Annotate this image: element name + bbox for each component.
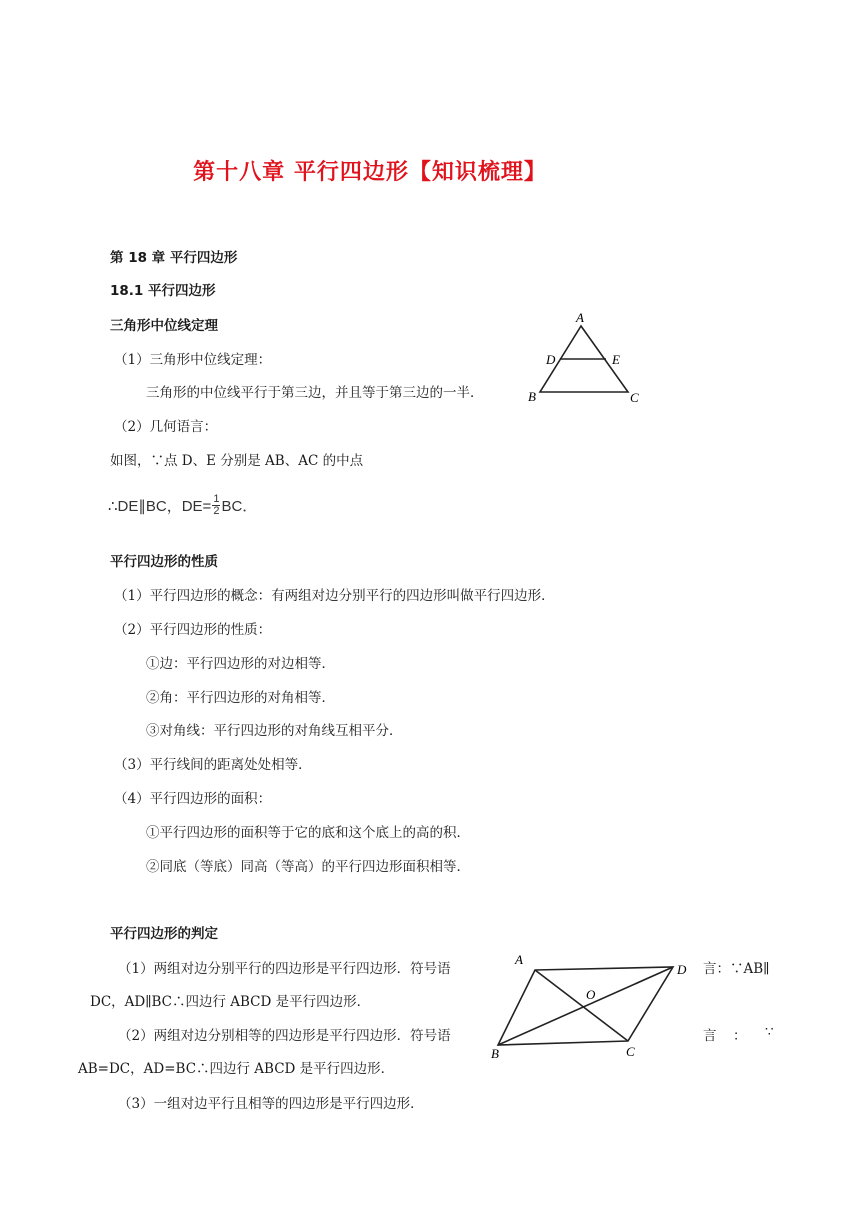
midline-formula (108, 494, 257, 517)
properties-heading: 平行四边形的性质 (110, 554, 218, 570)
chapter-heading: 第 18 章 平行四边形 (110, 250, 238, 266)
formula-left: ∴DE∥BC，DE= (108, 498, 212, 515)
criteria-heading: 平行四边形的判定 (110, 926, 218, 942)
page-title: 第十八章 平行四边形【知识梳理】 (193, 160, 547, 185)
label-c: C (630, 390, 639, 405)
criterion-2-right-c: ∵ (765, 1024, 774, 1040)
triangle-midline-figure (520, 308, 650, 408)
parallelogram-figure (485, 948, 695, 1068)
label-a: A (576, 310, 584, 325)
label-a: A (515, 952, 523, 967)
midline-item-1: （1）三角形中位线定理： (114, 352, 272, 368)
midline-item-2: （2）几何语言： (114, 419, 218, 435)
fraction-denominator: 2 (213, 505, 220, 517)
property-4a: ①平行四边形的面积等于它的底和这个底上的高的积． (146, 825, 470, 841)
property-2c: ③对角线：平行四边形的对角线互相平分． (146, 723, 403, 739)
formula-fraction (212, 494, 220, 517)
criterion-2-right-b: ： (733, 1028, 747, 1044)
label-d: D (546, 352, 556, 367)
property-2a: ①边：平行四边形的对边相等． (146, 656, 335, 672)
criterion-2-right-a: 言 (703, 1028, 717, 1044)
label-d: D (677, 962, 687, 977)
criterion-1-right: 言：∵AB∥ (703, 961, 770, 977)
criterion-2-left: （2）两组对边分别相等的四边形是平行四边形．符号语 (118, 1028, 451, 1044)
section-heading: 18.1 平行四边形 (110, 283, 216, 299)
midline-theorem-text: 三角形的中位线平行于第三边，并且等于第三边的一半． (146, 385, 484, 401)
property-2b: ②角：平行四边形的对角相等． (146, 690, 335, 706)
label-b: B (491, 1046, 499, 1061)
label-b: B (528, 389, 536, 404)
property-4b: ②同底（等底）同高（等高）的平行四边形面积相等． (146, 859, 470, 875)
formula-right: BC． (221, 498, 258, 515)
diagonal-ac (535, 970, 628, 1041)
label-e: E (612, 352, 620, 367)
property-2: （2）平行四边形的性质： (114, 622, 272, 638)
midline-given: 如图，∵点 D、E 分别是 AB、AC 的中点 (110, 453, 364, 469)
criterion-1-left: （1）两组对边分别平行的四边形是平行四边形．符号语 (118, 961, 451, 977)
diagonal-bd (498, 967, 673, 1045)
criterion-2-cont: AB=DC，AD=BC∴四边行 ABCD 是平行四边形． (78, 1061, 395, 1077)
property-1: （1）平行四边形的概念：有两组对边分别平行的四边形叫做平行四边形． (114, 588, 555, 604)
label-o: O (586, 987, 596, 1002)
fraction-numerator: 1 (213, 493, 220, 505)
property-4: （4）平行四边形的面积： (114, 791, 272, 807)
criterion-3: （3）一组对边平行且相等的四边形是平行四边形． (118, 1096, 424, 1112)
criterion-1-cont: DC，AD∥BC∴四边行 ABCD 是平行四边形． (90, 994, 371, 1010)
midline-heading: 三角形中位线定理 (110, 318, 218, 334)
label-c: C (626, 1044, 635, 1059)
property-3: （3）平行线间的距离处处相等． (114, 757, 312, 773)
